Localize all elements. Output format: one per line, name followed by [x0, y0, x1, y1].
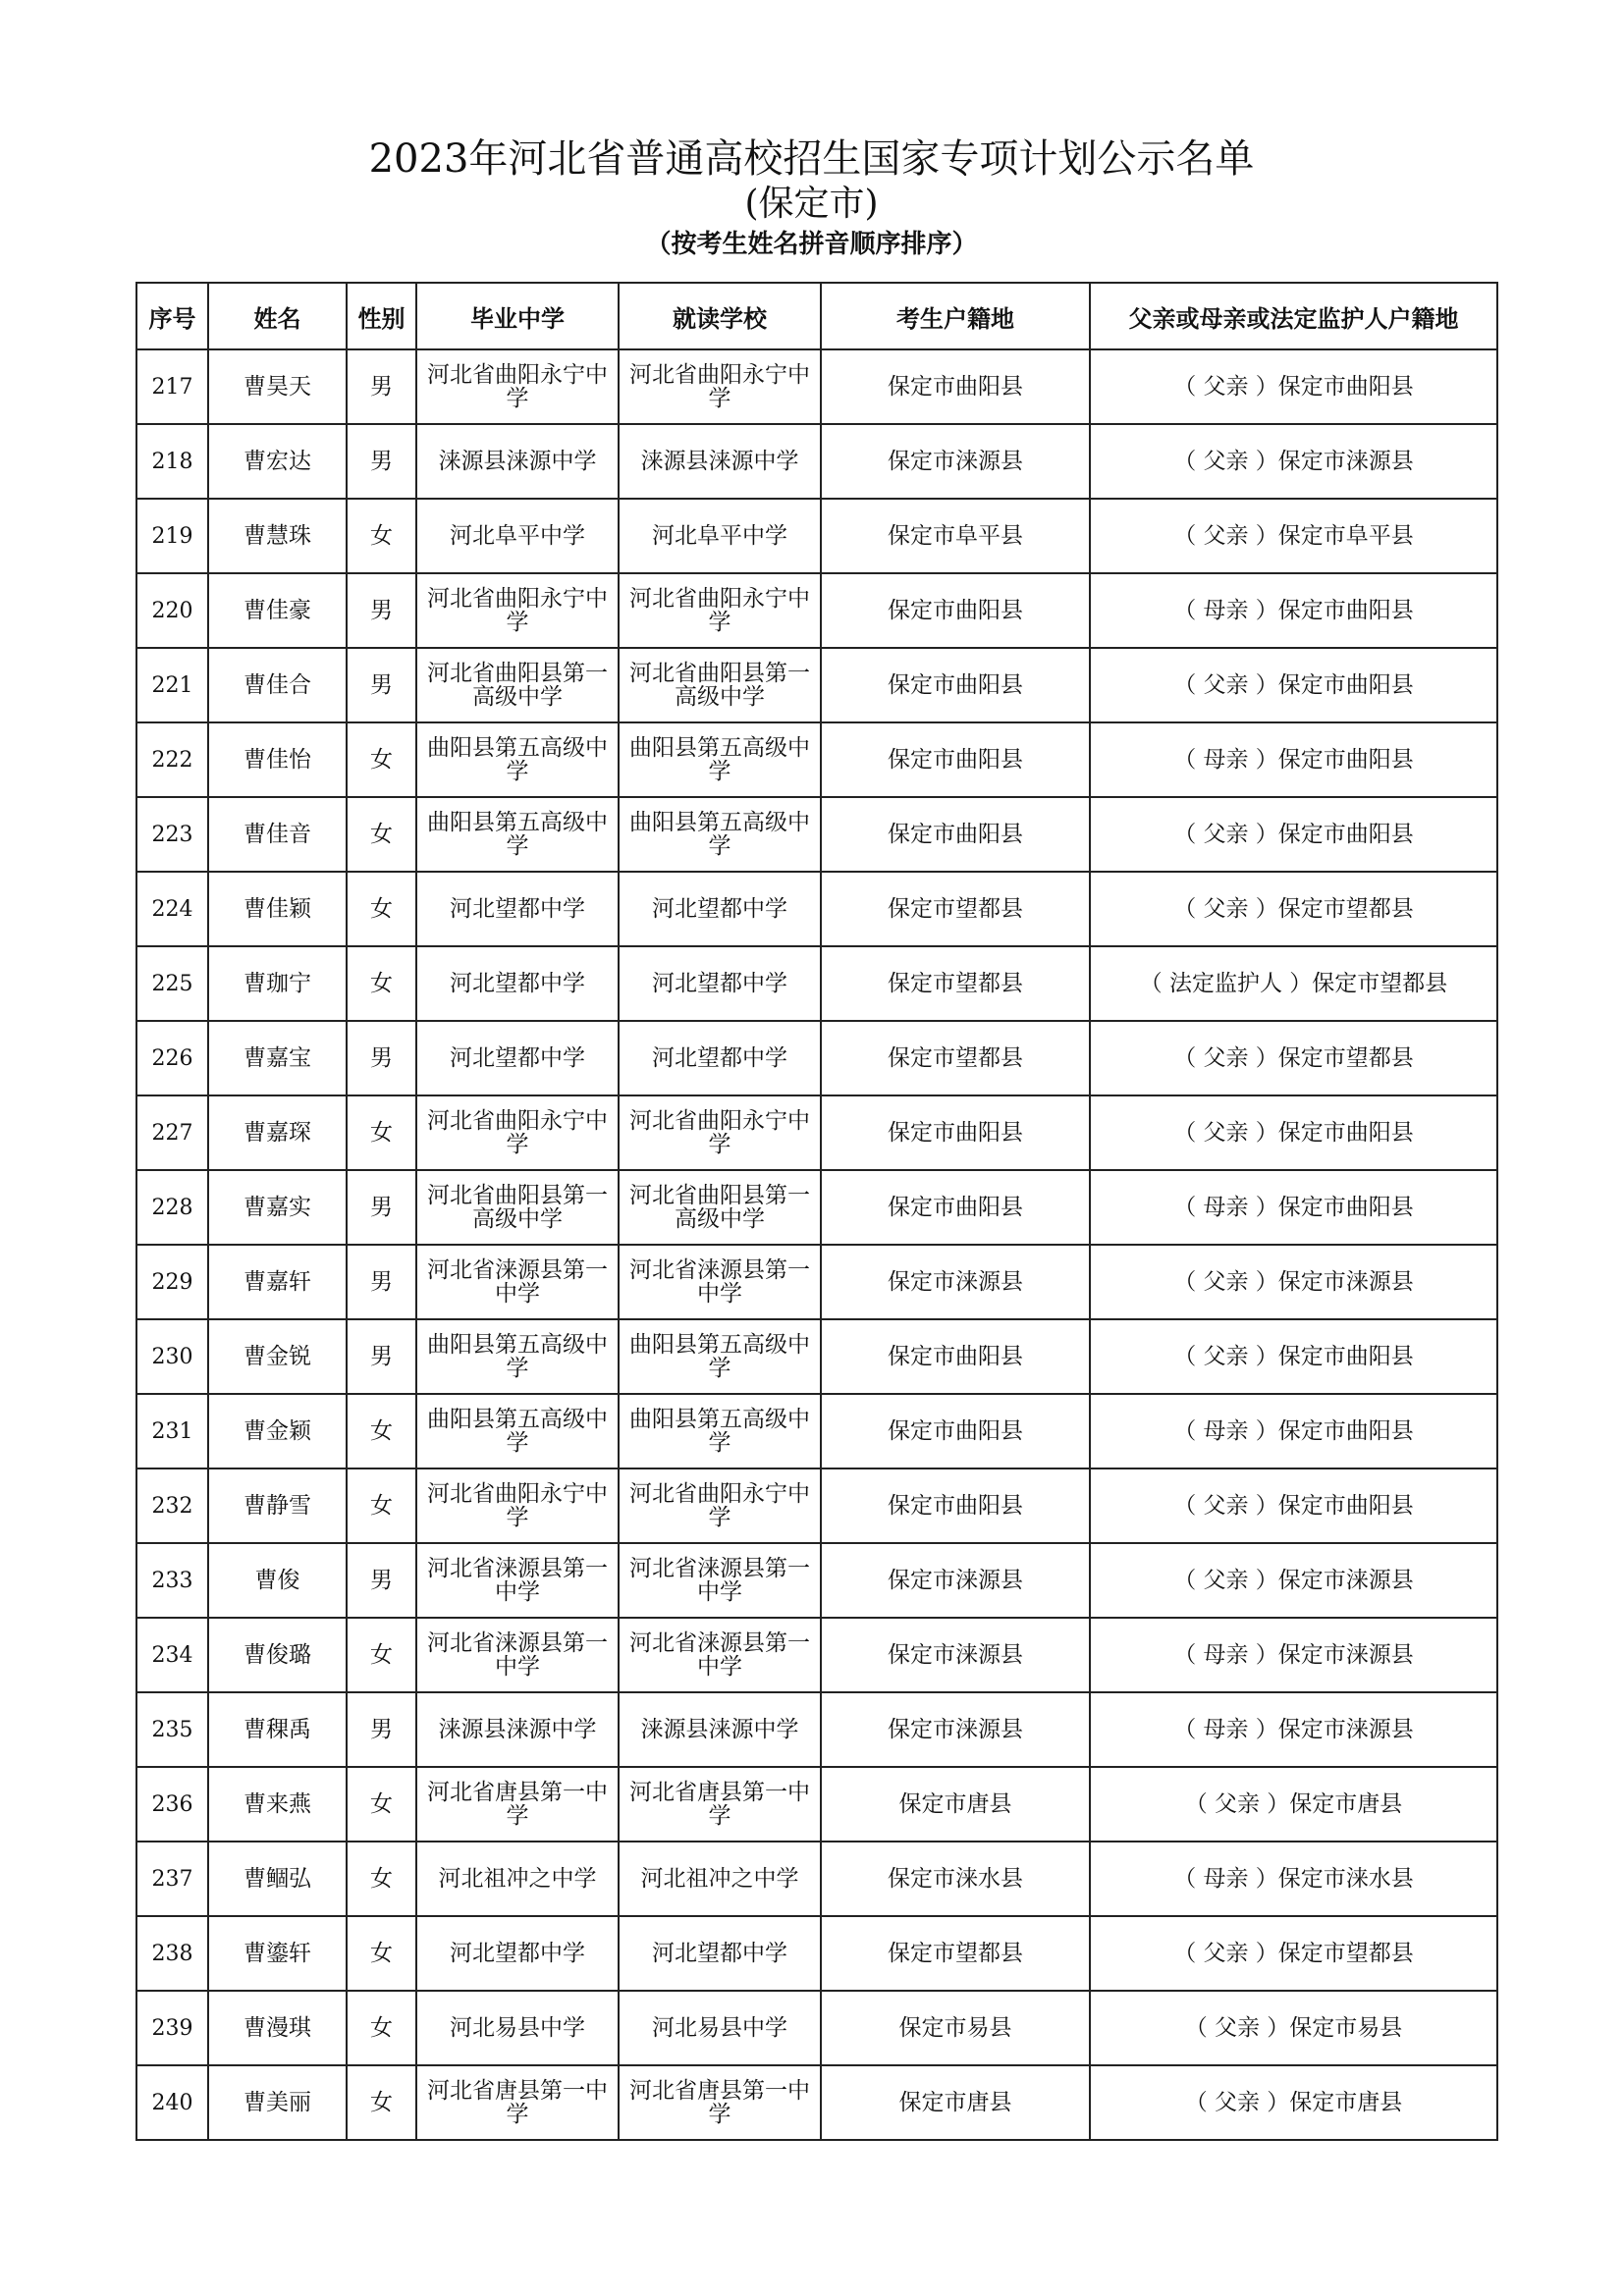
table-row: [136, 1991, 1497, 2065]
header-graduation-school: 毕业中学: [416, 283, 619, 349]
cell-index: 221: [136, 648, 208, 722]
cell-gender: 女: [347, 1842, 416, 1916]
cell-student-household: 保定市望都县: [821, 946, 1090, 1021]
cell-student-household: 保定市曲阳县: [821, 722, 1090, 797]
cell-gender: 女: [347, 2065, 416, 2140]
cell-gender: 男: [347, 1692, 416, 1767]
cell-index: 232: [136, 1468, 208, 1543]
cell-current-school: 曲阳县第五高级中学: [619, 797, 821, 872]
cell-gender: 女: [347, 797, 416, 872]
cell-graduation-school: 曲阳县第五高级中学: [416, 797, 619, 872]
cell-current-school: 曲阳县第五高级中学: [619, 722, 821, 797]
cell-student-household: 保定市涞源县: [821, 1618, 1090, 1692]
cell-index: 229: [136, 1245, 208, 1319]
table-row: [136, 872, 1497, 946]
cell-index: 230: [136, 1319, 208, 1394]
cell-graduation-school: 河北阜平中学: [416, 499, 619, 573]
table-row: [136, 1170, 1497, 1245]
table-row: [136, 1842, 1497, 1916]
cell-current-school: 河北省涞源县第一中学: [619, 1543, 821, 1618]
header-guardian-household: 父亲或母亲或法定监护人户籍地: [1090, 283, 1497, 349]
cell-student-household: 保定市望都县: [821, 1021, 1090, 1095]
sort-note: （按考生姓名拼音顺序排序）: [645, 230, 978, 259]
cell-guardian-household: （ 母亲 ）保定市曲阳县: [1090, 722, 1497, 797]
table-header-row: [136, 283, 1497, 349]
cell-guardian-household: （ 父亲 ）保定市曲阳县: [1090, 797, 1497, 872]
cell-current-school: 涞源县涞源中学: [619, 424, 821, 499]
cell-student-household: 保定市曲阳县: [821, 573, 1090, 648]
header-student-household: 考生户籍地: [821, 283, 1090, 349]
cell-graduation-school: 河北省曲阳永宁中学: [416, 349, 619, 424]
cell-index: 228: [136, 1170, 208, 1245]
table-row: [136, 1543, 1497, 1618]
cell-guardian-household: （ 父亲 ）保定市易县: [1090, 1991, 1497, 2065]
cell-current-school: 河北祖冲之中学: [619, 1842, 821, 1916]
cell-graduation-school: 河北省涞源县第一中学: [416, 1543, 619, 1618]
cell-gender: 女: [347, 1916, 416, 1991]
cell-current-school: 河北省唐县第一中学: [619, 2065, 821, 2140]
cell-gender: 女: [347, 1468, 416, 1543]
cell-student-household: 保定市唐县: [821, 1767, 1090, 1842]
cell-name: 曹佳音: [208, 797, 347, 872]
cell-student-household: 保定市涞源县: [821, 424, 1090, 499]
cell-name: 曹稞禹: [208, 1692, 347, 1767]
cell-gender: 女: [347, 1394, 416, 1468]
cell-current-school: 河北省曲阳永宁中学: [619, 1468, 821, 1543]
cell-index: 238: [136, 1916, 208, 1991]
cell-current-school: 河北省曲阳永宁中学: [619, 573, 821, 648]
cell-name: 曹嘉实: [208, 1170, 347, 1245]
cell-guardian-household: （ 父亲 ）保定市唐县: [1090, 2065, 1497, 2140]
table-row: [136, 1767, 1497, 1842]
cell-guardian-household: （ 父亲 ）保定市曲阳县: [1090, 1468, 1497, 1543]
cell-guardian-household: （ 父亲 ）保定市望都县: [1090, 1021, 1497, 1095]
cell-current-school: 河北望都中学: [619, 1021, 821, 1095]
document-subtitle: (保定市): [744, 184, 879, 224]
cell-index: 235: [136, 1692, 208, 1767]
cell-student-household: 保定市阜平县: [821, 499, 1090, 573]
cell-gender: 女: [347, 946, 416, 1021]
cell-index: 233: [136, 1543, 208, 1618]
cell-name: 曹美丽: [208, 2065, 347, 2140]
cell-guardian-household: （ 母亲 ）保定市涞源县: [1090, 1618, 1497, 1692]
cell-graduation-school: 河北省涞源县第一中学: [416, 1618, 619, 1692]
cell-index: 217: [136, 349, 208, 424]
table-row: [136, 797, 1497, 872]
cell-gender: 女: [347, 1618, 416, 1692]
cell-gender: 女: [347, 499, 416, 573]
cell-guardian-household: （ 母亲 ）保定市曲阳县: [1090, 1394, 1497, 1468]
cell-name: 曹佳合: [208, 648, 347, 722]
cell-graduation-school: 河北省曲阳县第一高级中学: [416, 1170, 619, 1245]
cell-index: 236: [136, 1767, 208, 1842]
cell-name: 曹佳颖: [208, 872, 347, 946]
cell-current-school: 曲阳县第五高级中学: [619, 1394, 821, 1468]
cell-student-household: 保定市望都县: [821, 1916, 1090, 1991]
header-gender: 性别: [347, 283, 416, 349]
cell-gender: 女: [347, 1991, 416, 2065]
table-row: [136, 1916, 1497, 1991]
table-row: [136, 1618, 1497, 1692]
cell-guardian-household: （ 母亲 ）保定市曲阳县: [1090, 1170, 1497, 1245]
cell-current-school: 曲阳县第五高级中学: [619, 1319, 821, 1394]
cell-graduation-school: 河北省曲阳永宁中学: [416, 573, 619, 648]
table-row: [136, 424, 1497, 499]
table-row: [136, 1468, 1497, 1543]
cell-guardian-household: （ 父亲 ）保定市曲阳县: [1090, 349, 1497, 424]
cell-gender: 男: [347, 1170, 416, 1245]
cell-gender: 男: [347, 648, 416, 722]
cell-gender: 女: [347, 872, 416, 946]
cell-index: 224: [136, 872, 208, 946]
cell-student-household: 保定市曲阳县: [821, 349, 1090, 424]
cell-guardian-household: （ 父亲 ）保定市涞源县: [1090, 1245, 1497, 1319]
table-row: [136, 499, 1497, 573]
table-row: [136, 2065, 1497, 2140]
cell-name: 曹佳豪: [208, 573, 347, 648]
cell-current-school: 河北省曲阳县第一高级中学: [619, 1170, 821, 1245]
table-row: [136, 1692, 1497, 1767]
cell-graduation-school: 河北省曲阳永宁中学: [416, 1468, 619, 1543]
cell-index: 220: [136, 573, 208, 648]
cell-current-school: 河北易县中学: [619, 1991, 821, 2065]
cell-name: 曹俊: [208, 1543, 347, 1618]
cell-index: 240: [136, 2065, 208, 2140]
cell-guardian-household: （ 父亲 ）保定市涞源县: [1090, 1543, 1497, 1618]
cell-graduation-school: 河北省曲阳永宁中学: [416, 1095, 619, 1170]
table-row: [136, 349, 1497, 424]
cell-graduation-school: 河北望都中学: [416, 1021, 619, 1095]
cell-name: 曹昊天: [208, 349, 347, 424]
cell-index: 231: [136, 1394, 208, 1468]
cell-gender: 女: [347, 1095, 416, 1170]
table-row: [136, 1245, 1497, 1319]
cell-student-household: 保定市涞源县: [821, 1692, 1090, 1767]
cell-current-school: 河北省唐县第一中学: [619, 1767, 821, 1842]
cell-graduation-school: 曲阳县第五高级中学: [416, 722, 619, 797]
cell-guardian-household: （ 母亲 ）保定市涞源县: [1090, 1692, 1497, 1767]
table-row: [136, 722, 1497, 797]
cell-index: 226: [136, 1021, 208, 1095]
cell-guardian-household: （ 母亲 ）保定市涞水县: [1090, 1842, 1497, 1916]
table-row: [136, 1394, 1497, 1468]
table-row: [136, 946, 1497, 1021]
cell-gender: 男: [347, 1245, 416, 1319]
cell-graduation-school: 河北望都中学: [416, 946, 619, 1021]
cell-name: 曹宏达: [208, 424, 347, 499]
cell-guardian-household: （ 父亲 ）保定市阜平县: [1090, 499, 1497, 573]
cell-current-school: 河北省曲阳县第一高级中学: [619, 648, 821, 722]
cell-current-school: 河北省涞源县第一中学: [619, 1245, 821, 1319]
cell-current-school: 河北省曲阳永宁中学: [619, 349, 821, 424]
cell-guardian-household: （ 父亲 ）保定市曲阳县: [1090, 1319, 1497, 1394]
cell-gender: 男: [347, 349, 416, 424]
cell-name: 曹嘉宝: [208, 1021, 347, 1095]
cell-gender: 男: [347, 1543, 416, 1618]
cell-student-household: 保定市曲阳县: [821, 648, 1090, 722]
cell-guardian-household: （ 父亲 ）保定市唐县: [1090, 1767, 1497, 1842]
cell-gender: 男: [347, 424, 416, 499]
cell-student-household: 保定市曲阳县: [821, 1394, 1090, 1468]
cell-graduation-school: 曲阳县第五高级中学: [416, 1394, 619, 1468]
cell-student-household: 保定市曲阳县: [821, 1095, 1090, 1170]
cell-name: 曹金锐: [208, 1319, 347, 1394]
table-row: [136, 1319, 1497, 1394]
cell-current-school: 河北省曲阳永宁中学: [619, 1095, 821, 1170]
cell-name: 曹嘉轩: [208, 1245, 347, 1319]
cell-graduation-school: 河北省曲阳县第一高级中学: [416, 648, 619, 722]
cell-graduation-school: 河北省涞源县第一中学: [416, 1245, 619, 1319]
header-current-school: 就读学校: [619, 283, 821, 349]
cell-student-household: 保定市曲阳县: [821, 1170, 1090, 1245]
cell-index: 223: [136, 797, 208, 872]
student-list-table: [135, 282, 1498, 2141]
cell-name: 曹俊璐: [208, 1618, 347, 1692]
cell-gender: 男: [347, 1319, 416, 1394]
cell-gender: 男: [347, 1021, 416, 1095]
cell-student-household: 保定市曲阳县: [821, 797, 1090, 872]
cell-guardian-household: （ 父亲 ）保定市曲阳县: [1090, 648, 1497, 722]
header-index: 序号: [136, 283, 208, 349]
cell-index: 218: [136, 424, 208, 499]
cell-index: 239: [136, 1991, 208, 2065]
cell-current-school: 河北省涞源县第一中学: [619, 1618, 821, 1692]
cell-name: 曹静雪: [208, 1468, 347, 1543]
cell-gender: 女: [347, 1767, 416, 1842]
cell-index: 234: [136, 1618, 208, 1692]
cell-name: 曹鎏轩: [208, 1916, 347, 1991]
cell-name: 曹鲴弘: [208, 1842, 347, 1916]
cell-graduation-school: 河北望都中学: [416, 872, 619, 946]
cell-index: 219: [136, 499, 208, 573]
cell-student-household: 保定市曲阳县: [821, 1319, 1090, 1394]
cell-index: 222: [136, 722, 208, 797]
table-row: [136, 1021, 1497, 1095]
cell-graduation-school: 河北祖冲之中学: [416, 1842, 619, 1916]
cell-index: 225: [136, 946, 208, 1021]
cell-name: 曹漫琪: [208, 1991, 347, 2065]
cell-name: 曹佳怡: [208, 722, 347, 797]
cell-graduation-school: 河北望都中学: [416, 1916, 619, 1991]
cell-index: 227: [136, 1095, 208, 1170]
cell-current-school: 河北阜平中学: [619, 499, 821, 573]
cell-gender: 男: [347, 573, 416, 648]
table-row: [136, 648, 1497, 722]
cell-graduation-school: 河北省唐县第一中学: [416, 1767, 619, 1842]
cell-name: 曹金颖: [208, 1394, 347, 1468]
cell-graduation-school: 涞源县涞源中学: [416, 1692, 619, 1767]
cell-guardian-household: （ 父亲 ）保定市望都县: [1090, 872, 1497, 946]
cell-name: 曹慧珠: [208, 499, 347, 573]
cell-student-household: 保定市涞水县: [821, 1842, 1090, 1916]
cell-student-household: 保定市涞源县: [821, 1245, 1090, 1319]
table-row: [136, 573, 1497, 648]
cell-gender: 女: [347, 722, 416, 797]
cell-student-household: 保定市望都县: [821, 872, 1090, 946]
cell-graduation-school: 河北易县中学: [416, 1991, 619, 2065]
cell-graduation-school: 河北省唐县第一中学: [416, 2065, 619, 2140]
cell-guardian-household: （ 法定监护人 ）保定市望都县: [1090, 946, 1497, 1021]
cell-guardian-household: （ 父亲 ）保定市曲阳县: [1090, 1095, 1497, 1170]
cell-guardian-household: （ 父亲 ）保定市望都县: [1090, 1916, 1497, 1991]
cell-name: 曹珈宁: [208, 946, 347, 1021]
cell-name: 曹嘉琛: [208, 1095, 347, 1170]
cell-student-household: 保定市唐县: [821, 2065, 1090, 2140]
document-title: 2023年河北省普通高校招生国家专项计划公示名单: [368, 136, 1255, 182]
cell-graduation-school: 涞源县涞源中学: [416, 424, 619, 499]
cell-current-school: 河北望都中学: [619, 1916, 821, 1991]
cell-student-household: 保定市易县: [821, 1991, 1090, 2065]
cell-current-school: 河北望都中学: [619, 872, 821, 946]
cell-student-household: 保定市曲阳县: [821, 1468, 1090, 1543]
cell-guardian-household: （ 父亲 ）保定市涞源县: [1090, 424, 1497, 499]
cell-name: 曹来燕: [208, 1767, 347, 1842]
cell-index: 237: [136, 1842, 208, 1916]
table-row: [136, 1095, 1497, 1170]
cell-graduation-school: 曲阳县第五高级中学: [416, 1319, 619, 1394]
cell-guardian-household: （ 母亲 ）保定市曲阳县: [1090, 573, 1497, 648]
cell-current-school: 河北望都中学: [619, 946, 821, 1021]
header-name: 姓名: [208, 283, 347, 349]
cell-student-household: 保定市涞源县: [821, 1543, 1090, 1618]
cell-current-school: 涞源县涞源中学: [619, 1692, 821, 1767]
